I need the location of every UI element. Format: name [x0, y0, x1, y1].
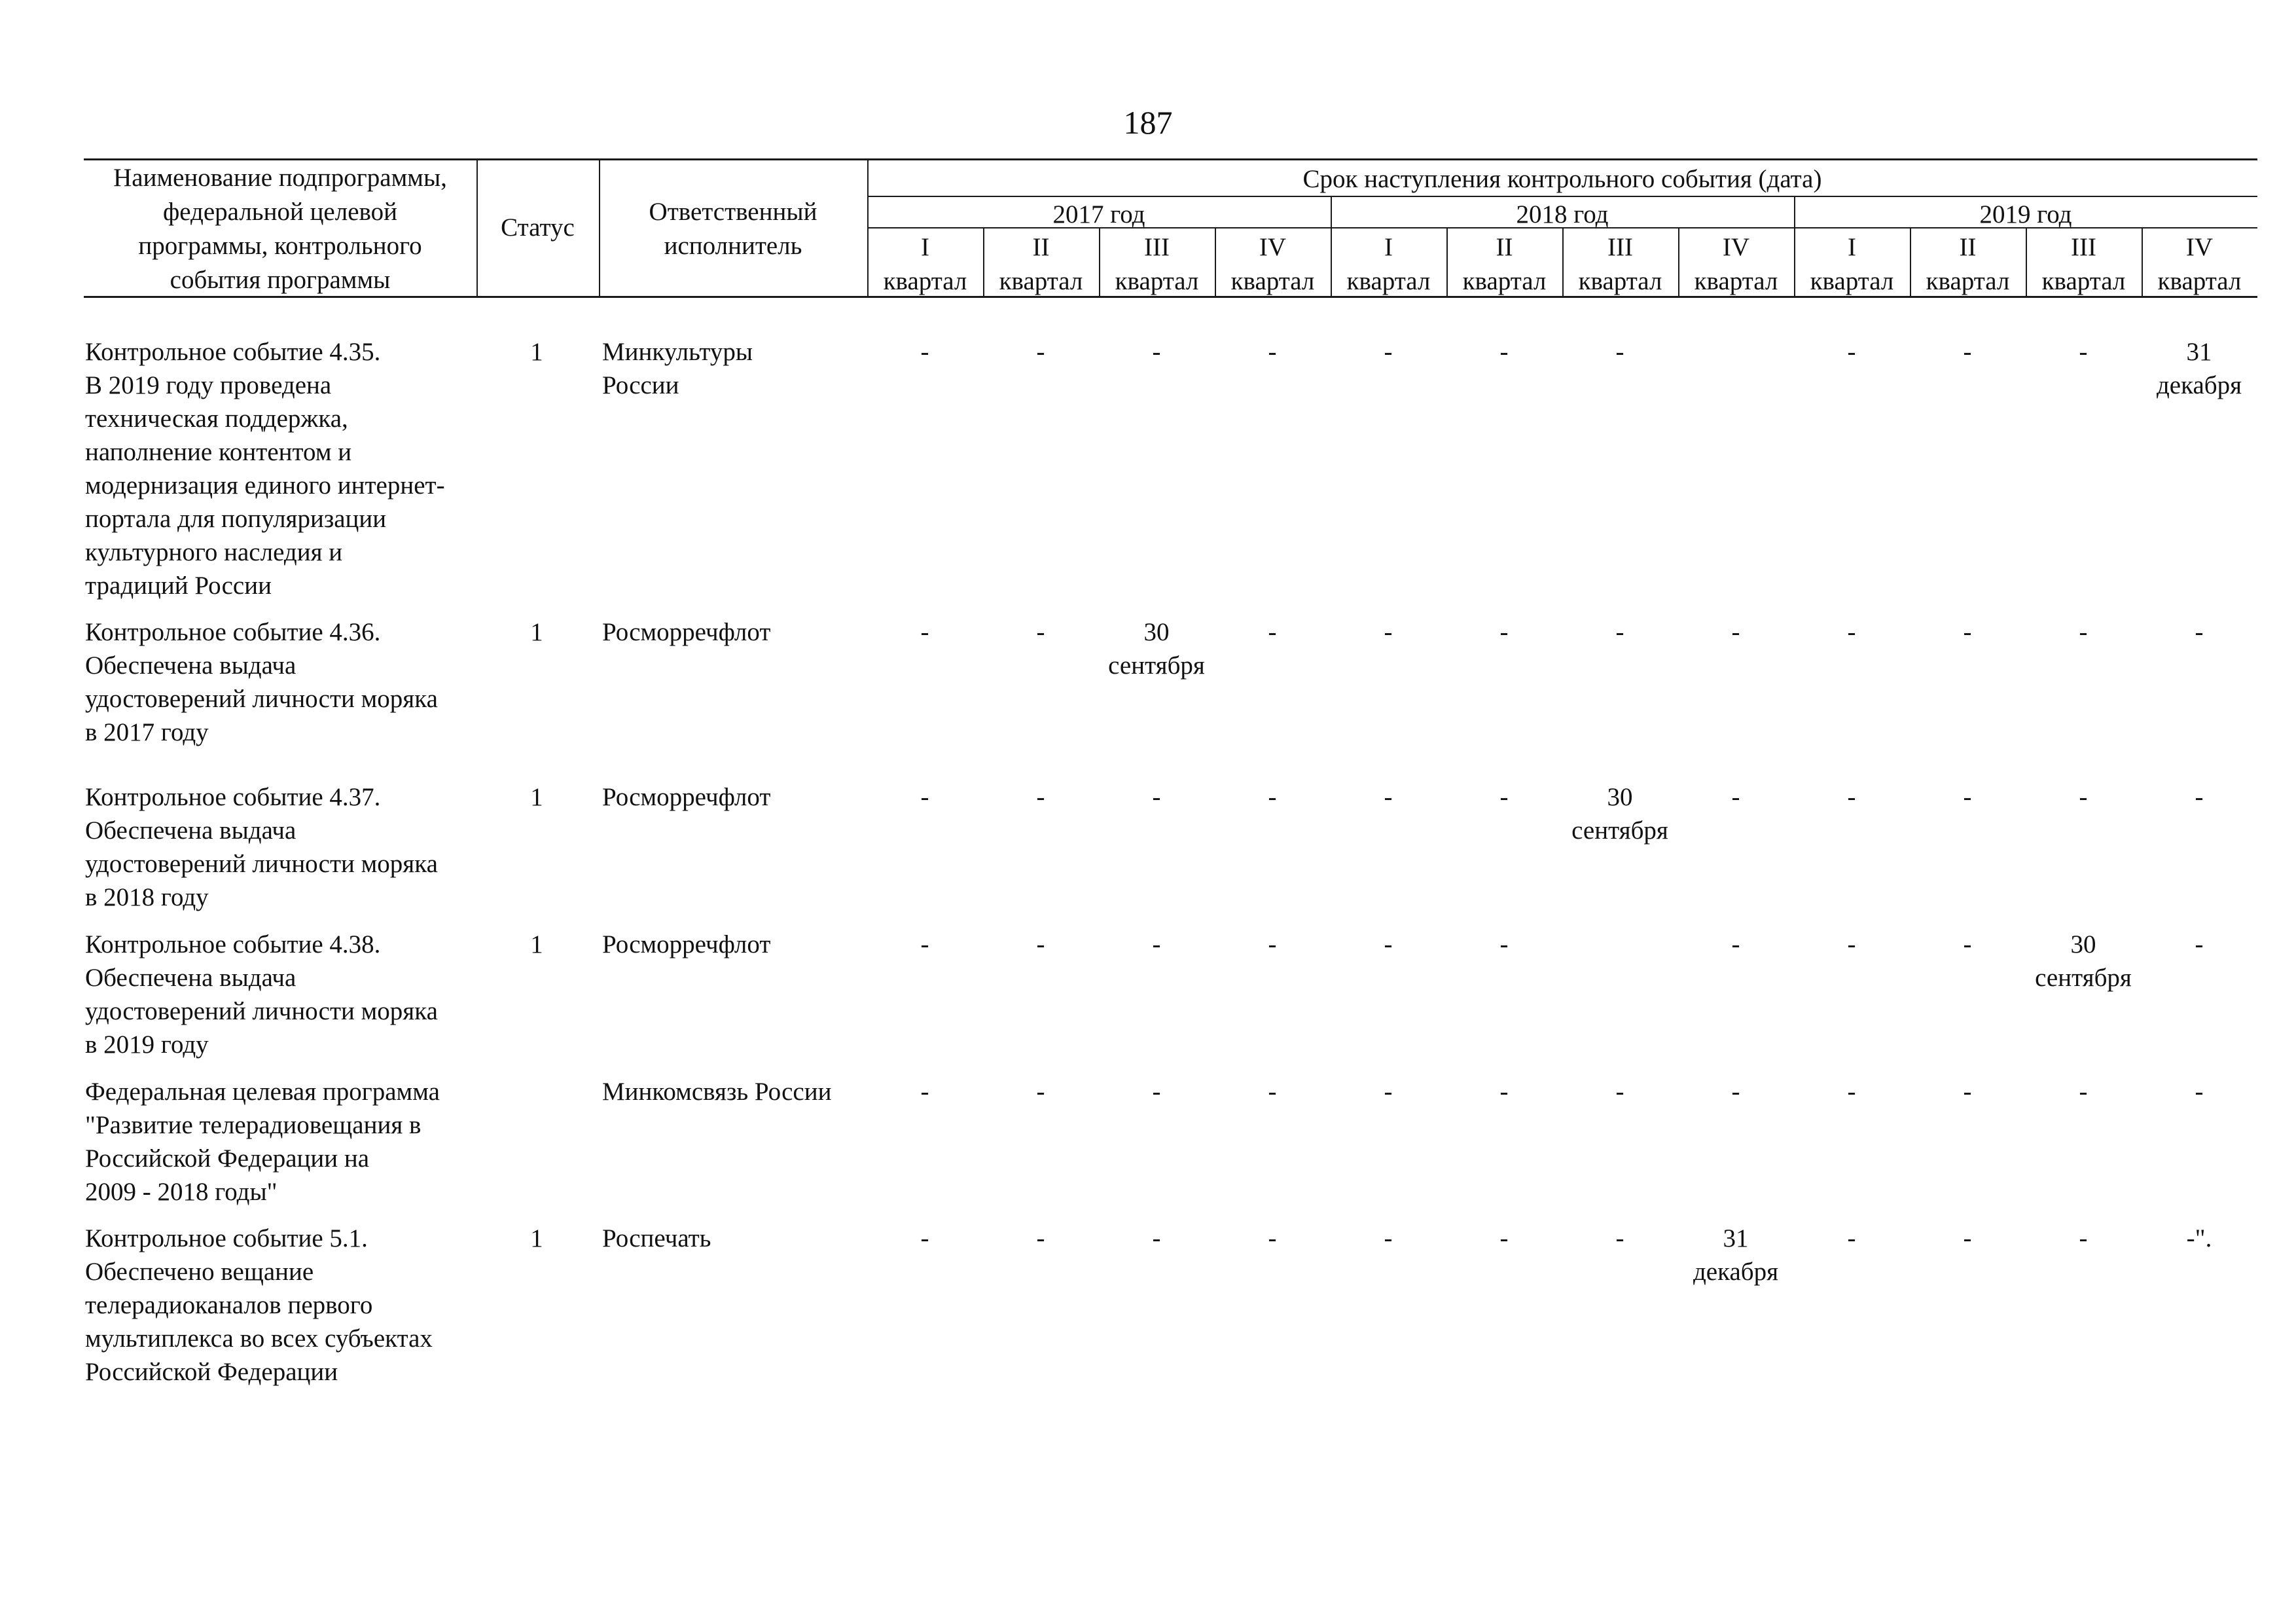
header-quarter-word: квартал	[1346, 267, 1431, 295]
row-name-line: Федеральная целевая программа	[85, 1078, 440, 1106]
header-quarter-numeral: II	[1496, 233, 1513, 261]
quarter-cell-value: декабря	[2156, 371, 2242, 399]
row-executor-line: Росморречфлот	[602, 783, 771, 811]
quarter-cell	[2142, 1222, 2257, 1255]
header-quarter	[1562, 230, 1678, 299]
row-executor	[602, 335, 877, 402]
quarter-cell-value: -	[1268, 1078, 1277, 1106]
quarter-cell	[1099, 615, 1214, 682]
quarter-cell	[1331, 1222, 1446, 1255]
quarter-cell-value: -	[920, 338, 929, 366]
quarter-cell-value: -	[1268, 930, 1277, 958]
quarter-cell	[2026, 780, 2141, 814]
header-quarter-numeral: I	[1848, 233, 1856, 261]
quarter-cell	[1794, 780, 1909, 814]
header-name-column	[84, 161, 476, 297]
header-quarter	[1099, 230, 1215, 299]
row-name-line: Контрольное событие 4.37.	[85, 783, 381, 811]
header-quarter	[1678, 230, 1794, 299]
quarter-cell	[1794, 615, 1909, 649]
row-executor	[602, 1075, 877, 1108]
table-rule	[84, 158, 2257, 160]
header-quarter-numeral: II	[1032, 233, 1050, 261]
row-executor-line: Минкультуры	[602, 338, 753, 366]
header-quarter-numeral: III	[1607, 233, 1633, 261]
header-deadline-title: Срок наступления контрольного события (дата)	[1302, 165, 1822, 193]
quarter-cell-value: -	[1615, 1224, 1624, 1252]
header-year: 2018 год	[1516, 200, 1609, 228]
quarter-cell-value: -	[1036, 1078, 1045, 1106]
quarter-cell	[1910, 615, 2025, 649]
quarter-cell-value: -	[1268, 338, 1277, 366]
quarter-cell	[1910, 335, 2025, 369]
quarter-cell-value: -	[1963, 783, 1972, 811]
quarter-cell	[1910, 1075, 2025, 1108]
quarter-cell	[867, 1075, 982, 1108]
quarter-cell-value: -	[2195, 783, 2204, 811]
quarter-cell-value: -	[1499, 1078, 1509, 1106]
quarter-cell	[1678, 1222, 1793, 1288]
quarter-cell-value: -	[2195, 1078, 2204, 1106]
quarter-cell	[867, 335, 982, 369]
row-name	[85, 780, 491, 914]
quarter-cell	[1678, 1075, 1793, 1108]
quarter-cell-value: -	[1036, 1224, 1045, 1252]
quarter-cell-value: -	[1963, 338, 1972, 366]
header-quarter-numeral: I	[1384, 233, 1393, 261]
row-name-line: удостоверений личности моряка	[85, 997, 438, 1025]
quarter-cell-value: -	[920, 1224, 929, 1252]
quarter-cell-value: -	[1036, 783, 1045, 811]
row-name-line: В 2019 году проведена	[85, 371, 332, 399]
quarter-cell-value: -	[1847, 1224, 1856, 1252]
quarter-cell	[1678, 615, 1793, 649]
header-quarter-numeral: II	[1959, 233, 1977, 261]
quarter-cell-value: -	[1268, 618, 1277, 646]
quarter-cell	[1562, 615, 1677, 649]
row-executor	[602, 1222, 877, 1255]
row-executor	[602, 780, 877, 814]
quarter-cell-value: -	[1384, 1078, 1393, 1106]
quarter-cell-value: -	[2079, 618, 2088, 646]
quarter-cell	[867, 1222, 982, 1255]
quarter-cell	[2026, 1222, 2141, 1255]
row-name-line: Обеспечена выдача	[85, 651, 296, 680]
quarter-cell	[867, 615, 982, 649]
header-quarter	[1794, 230, 1910, 299]
quarter-cell	[983, 928, 1098, 961]
header-quarter-word: квартал	[1462, 267, 1547, 295]
header-quarter-numeral: IV	[1722, 233, 1750, 261]
quarter-cell-value: сентября	[2035, 964, 2132, 992]
quarter-cell-value: сентября	[1108, 651, 1205, 680]
quarter-cell-value: -	[1847, 930, 1856, 958]
header-quarter	[1910, 230, 2026, 299]
header-quarter-numeral: IV	[2185, 233, 2214, 261]
row-name-line: Контрольное событие 5.1.	[85, 1224, 368, 1252]
quarter-cell	[2026, 1075, 2141, 1108]
quarter-cell	[983, 1222, 1098, 1255]
quarter-cell-value: -	[1499, 783, 1509, 811]
row-name	[85, 1075, 491, 1209]
row-name-line: традиций России	[85, 572, 272, 600]
quarter-cell-value: -	[1152, 1224, 1161, 1252]
quarter-cell	[1678, 780, 1793, 814]
header-quarter-numeral: IV	[1259, 233, 1287, 261]
row-executor-line: Росморречфлот	[602, 930, 771, 958]
row-name-line: культурного наследия и	[85, 538, 343, 566]
row-name-line: Контрольное событие 4.38.	[85, 930, 381, 958]
header-quarter-word: квартал	[2157, 267, 2242, 295]
quarter-cell	[1099, 928, 1214, 961]
row-executor-line: Минкомсвязь России	[602, 1078, 832, 1106]
quarter-cell-value: -	[2079, 338, 2088, 366]
quarter-cell-value: -	[1384, 618, 1393, 646]
quarter-cell	[2142, 928, 2257, 961]
quarter-cell	[1446, 335, 1562, 369]
quarter-cell-value: -	[1152, 783, 1161, 811]
quarter-cell-value: -	[1731, 930, 1740, 958]
quarter-cell	[2026, 615, 2141, 649]
quarter-cell	[1331, 780, 1446, 814]
quarter-cell-value: -	[2079, 1224, 2088, 1252]
quarter-cell-value: -	[1384, 930, 1393, 958]
quarter-cell	[983, 1075, 1098, 1108]
quarter-cell-value: -	[1499, 338, 1509, 366]
quarter-cell-value: -	[2195, 618, 2204, 646]
header-name-line: Наименование подпрограммы,	[113, 164, 447, 192]
row-executor-line: Роспечать	[602, 1224, 711, 1252]
row-executor-line: России	[602, 371, 679, 399]
quarter-cell	[1215, 780, 1330, 814]
quarter-cell	[867, 780, 982, 814]
header-executor-line: Ответственный	[649, 198, 817, 226]
header-status: Статус	[501, 213, 575, 242]
quarter-cell	[1794, 1075, 1909, 1108]
quarter-cell-value: -	[1036, 338, 1045, 366]
quarter-cell	[1446, 780, 1562, 814]
quarter-cell	[2142, 1075, 2257, 1108]
header-quarter-numeral: I	[921, 233, 929, 261]
quarter-cell	[1215, 615, 1330, 649]
header-quarter	[1446, 230, 1562, 299]
header-quarter	[1331, 230, 1446, 299]
quarter-cell-value: -	[1963, 618, 1972, 646]
header-quarter-word: квартал	[883, 267, 967, 295]
header-year: 2019 год	[1979, 200, 2072, 228]
quarter-cell	[2142, 615, 2257, 649]
row-name-line: техническая поддержка,	[85, 405, 348, 433]
row-name	[85, 615, 491, 749]
header-year: 2017 год	[1052, 200, 1145, 228]
row-name-line: портала для популяризации	[85, 505, 387, 533]
quarter-cell	[1446, 1222, 1562, 1255]
quarter-cell-value: -	[1152, 930, 1161, 958]
row-status: 1	[530, 1224, 543, 1252]
header-name-line: события программы	[170, 266, 391, 294]
quarter-cell-value: -	[1499, 1224, 1509, 1252]
row-status: 1	[530, 338, 543, 366]
quarter-cell-value: -	[1384, 1224, 1393, 1252]
quarter-cell-value: -	[1268, 783, 1277, 811]
header-quarter	[1215, 230, 1331, 299]
header-name-line: федеральной целевой	[162, 198, 398, 226]
quarter-cell-value: -	[1384, 783, 1393, 811]
quarter-cell-value: -	[920, 1078, 929, 1106]
row-name-line: Российской Федерации	[85, 1358, 338, 1386]
header-quarter	[2026, 230, 2142, 299]
quarter-cell	[1562, 1222, 1677, 1255]
quarter-cell-value: -	[1384, 338, 1393, 366]
quarter-cell-value: 30	[2070, 930, 2096, 958]
row-name-line: модернизация единого интернет-	[85, 471, 445, 500]
row-executor	[602, 615, 877, 649]
quarter-cell	[2026, 928, 2141, 994]
quarter-cell-value: -	[920, 618, 929, 646]
quarter-cell	[2026, 335, 2141, 369]
quarter-cell-value: -	[920, 783, 929, 811]
quarter-cell-value: -	[1963, 1078, 1972, 1106]
row-name-line: удостоверений личности моряка	[85, 685, 438, 713]
quarter-cell-value: -	[1036, 930, 1045, 958]
quarter-cell-value: -	[1152, 338, 1161, 366]
row-name-line: удостоверений личности моряка	[85, 850, 438, 878]
quarter-cell	[1794, 335, 1909, 369]
quarter-cell	[1099, 335, 1214, 369]
quarter-cell	[1331, 928, 1446, 961]
row-name	[85, 1222, 491, 1389]
quarter-cell	[1331, 1075, 1446, 1108]
quarter-cell-value: -	[920, 930, 929, 958]
quarter-cell	[1215, 335, 1330, 369]
row-name-line: мультиплекса во всех субъектах	[85, 1324, 433, 1353]
quarter-cell-value: -	[2079, 783, 2088, 811]
row-name-line: Обеспечена выдача	[85, 964, 296, 992]
header-quarter-numeral: III	[1144, 233, 1170, 261]
quarter-cell	[1215, 1222, 1330, 1255]
quarter-cell	[983, 615, 1098, 649]
quarter-cell-value: -	[1615, 1078, 1624, 1106]
quarter-cell-value: -	[1731, 618, 1740, 646]
quarter-cell-value: -	[1615, 618, 1624, 646]
quarter-cell	[1099, 780, 1214, 814]
quarter-cell	[1678, 928, 1793, 961]
row-name-line: в 2018 году	[85, 883, 209, 911]
quarter-cell-value: 30	[1607, 783, 1633, 811]
quarter-cell	[1215, 928, 1330, 961]
quarter-cell	[1562, 780, 1677, 847]
header-quarter	[2142, 230, 2257, 299]
row-name-line: в 2017 году	[85, 718, 209, 746]
header-quarter	[867, 230, 983, 299]
quarter-cell-value: -	[2079, 1078, 2088, 1106]
quarter-cell-value: -	[1615, 338, 1624, 366]
header-quarter-word: квартал	[1578, 267, 1662, 295]
row-name	[85, 335, 491, 602]
quarter-cell-value: -	[1847, 783, 1856, 811]
quarter-cell-value: 31	[1723, 1224, 1749, 1252]
header-quarter-word: квартал	[1810, 267, 1894, 295]
header-quarter-word: квартал	[1230, 267, 1315, 295]
quarter-cell	[1910, 1222, 2025, 1255]
row-status: 1	[530, 618, 543, 646]
row-name-line: Обеспечено вещание	[85, 1258, 314, 1286]
header-executor-line: исполнитель	[664, 232, 802, 260]
quarter-cell	[1910, 928, 2025, 961]
header-quarter-word: квартал	[1926, 267, 2010, 295]
header-quarter	[983, 230, 1099, 299]
row-name-line: наполнение контентом и	[85, 438, 352, 466]
header-quarter-word: квартал	[999, 267, 1083, 295]
header-name-line: программы, контрольного	[138, 232, 422, 260]
quarter-cell	[1331, 335, 1446, 369]
quarter-cell	[983, 335, 1098, 369]
quarter-cell-value: декабря	[1693, 1258, 1779, 1286]
quarter-cell	[867, 928, 982, 961]
row-name-line: телерадиоканалов первого	[85, 1291, 373, 1319]
quarter-cell	[1794, 928, 1909, 961]
quarter-cell	[1099, 1222, 1214, 1255]
quarter-cell	[1331, 615, 1446, 649]
row-name-line: в 2019 году	[85, 1030, 209, 1059]
quarter-cell	[1794, 1222, 1909, 1255]
quarter-cell	[1910, 780, 2025, 814]
header-quarter-numeral: III	[2071, 233, 2096, 261]
quarter-cell-value: -	[1963, 1224, 1972, 1252]
row-name-line: Российской Федерации на	[85, 1144, 370, 1173]
quarter-cell	[2142, 335, 2257, 402]
row-name-line: 2009 - 2018 годы"	[85, 1178, 278, 1206]
header-quarter-word: квартал	[2041, 267, 2126, 295]
row-status: 1	[530, 930, 543, 958]
quarter-cell-value: -	[1499, 618, 1509, 646]
quarter-cell	[1446, 1075, 1562, 1108]
quarter-cell-value: -	[1268, 1224, 1277, 1252]
page-number: 187	[1123, 104, 1173, 141]
row-executor	[602, 928, 877, 961]
header-quarter-word: квартал	[1115, 267, 1199, 295]
row-name-line: Контрольное событие 4.35.	[85, 338, 381, 366]
row-executor-line: Росморречфлот	[602, 618, 771, 646]
quarter-cell-value: -	[1731, 783, 1740, 811]
quarter-cell-value: -	[1847, 338, 1856, 366]
quarter-cell	[1446, 928, 1562, 961]
quarter-cell	[983, 780, 1098, 814]
quarter-cell-value: сентября	[1571, 816, 1668, 845]
quarter-cell-value: 30	[1143, 618, 1170, 646]
quarter-cell-value: -	[1847, 618, 1856, 646]
row-status: 1	[530, 783, 543, 811]
quarter-cell-value: -	[1152, 1078, 1161, 1106]
header-quarter-word: квартал	[1694, 267, 1778, 295]
quarter-cell	[1215, 1075, 1330, 1108]
quarter-cell	[2142, 780, 2257, 814]
row-name-line: Контрольное событие 4.36.	[85, 618, 381, 646]
quarter-cell-value: -	[1963, 930, 1972, 958]
quarter-cell-value: -	[2195, 930, 2204, 958]
quarter-cell	[1099, 1075, 1214, 1108]
quarter-cell-value: 31	[2186, 338, 2212, 366]
quarter-cell-value: -	[1847, 1078, 1856, 1106]
quarter-cell	[1562, 1075, 1677, 1108]
quarter-cell-value: -	[1036, 618, 1045, 646]
quarter-cell-value: -".	[2186, 1224, 2212, 1252]
quarter-cell	[1562, 335, 1677, 369]
header-executor-column	[599, 195, 867, 263]
quarter-cell	[1446, 615, 1562, 649]
row-name	[85, 928, 491, 1061]
row-name-line: Обеспечена выдача	[85, 816, 296, 845]
row-name-line: "Развитие телерадиовещания в	[85, 1111, 422, 1139]
quarter-cell-value: -	[1731, 1078, 1740, 1106]
quarter-cell-value: -	[1499, 930, 1509, 958]
